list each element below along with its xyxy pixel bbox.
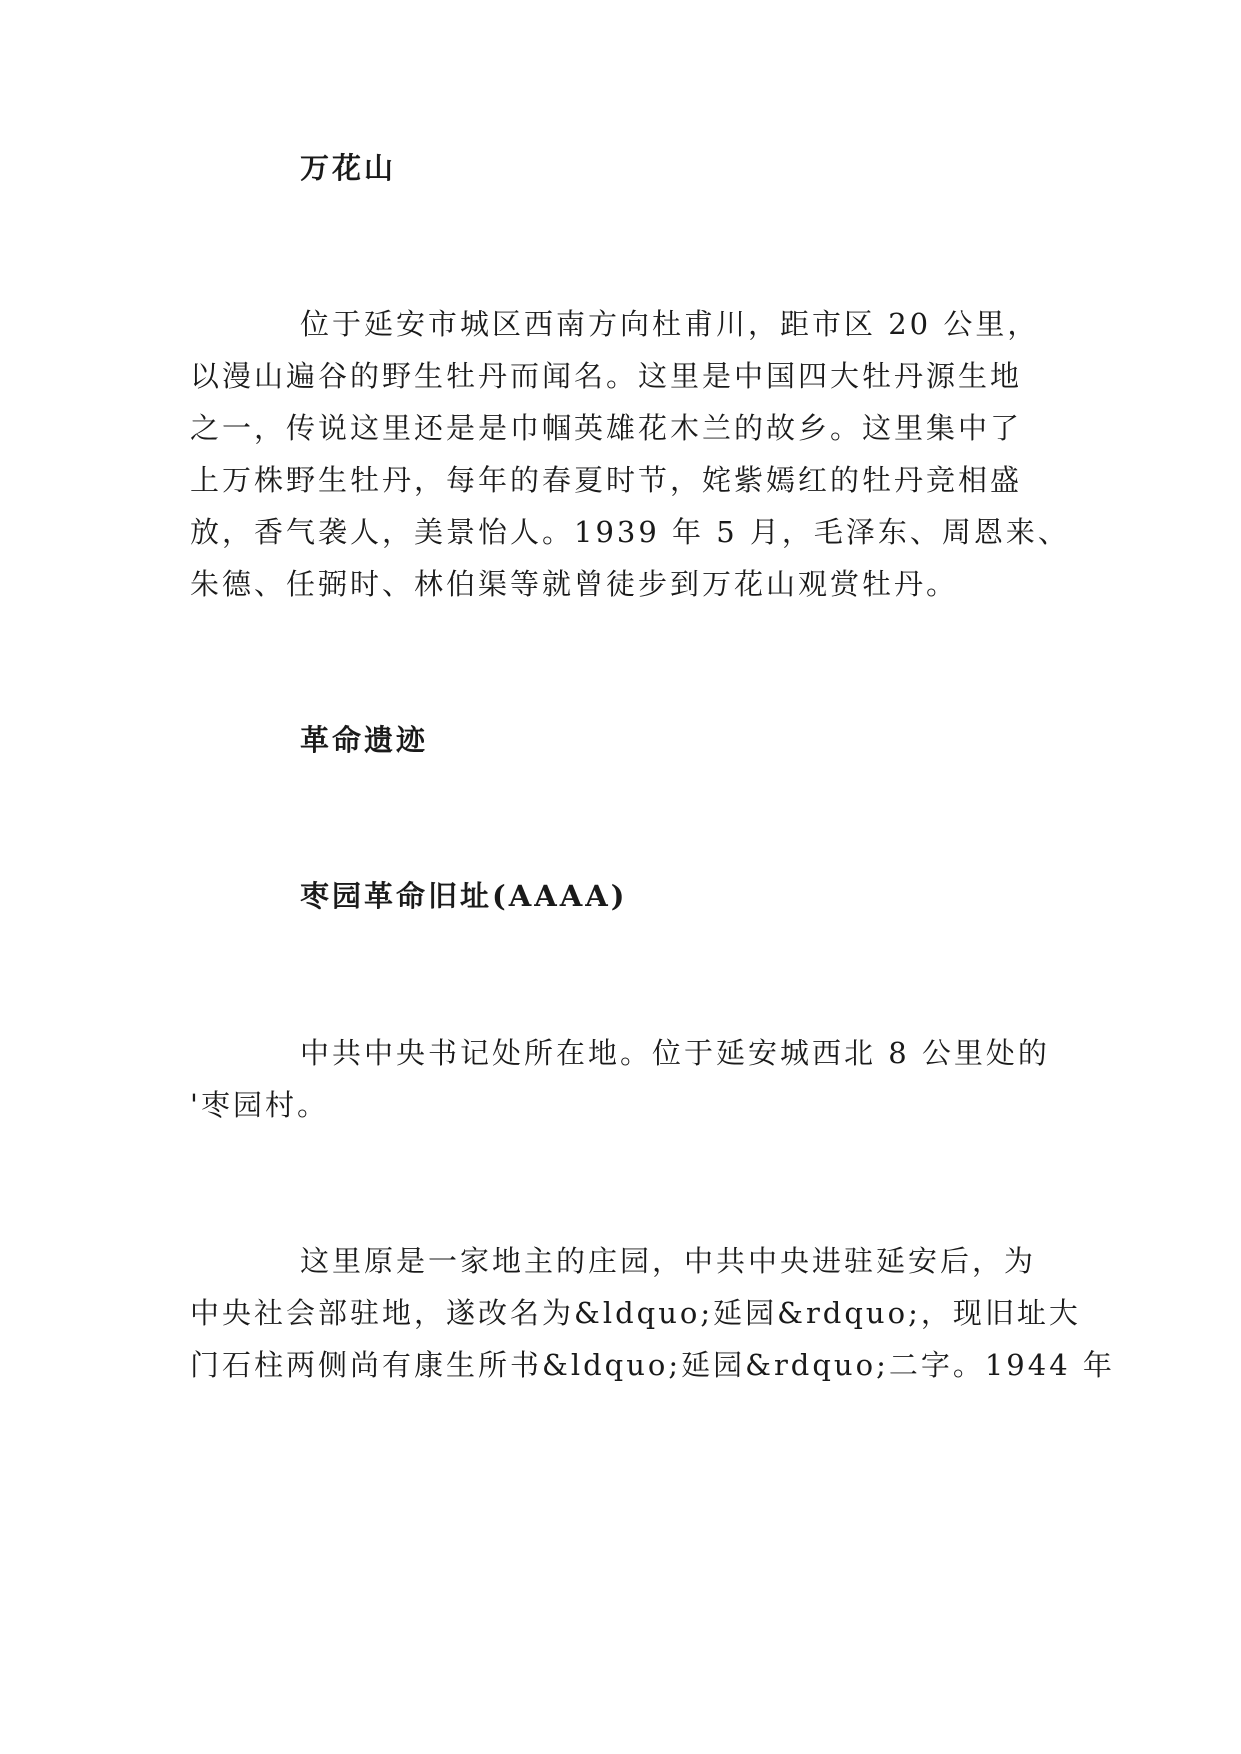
paragraph-line: 门石柱两侧尚有康生所书&ldquo;延园&rdquo;二字。1944 年 — [190, 1348, 1115, 1382]
heading-wanhuashan: 万花山 — [300, 151, 397, 185]
paragraph-line: 上万株野生牡丹，每年的春夏时节，姹紫嫣红的牡丹竞相盛 — [190, 463, 1023, 497]
paragraph-line: 中共中央书记处所在地。位于延安城西北 8 公里处的 — [300, 1036, 1050, 1070]
paragraph-line: 位于延安市城区西南方向杜甫川，距市区 20 公里， — [300, 307, 1040, 341]
paragraph-line: 放，香气袭人，美景怡人。1939 年 5 月，毛泽东、周恩来、 — [190, 515, 1070, 549]
paragraph-line: 中央社会部驻地，遂改名为&ldquo;延园&rdquo;，现旧址大 — [190, 1296, 1081, 1330]
paragraph-line: 这里原是一家地主的庄园，中共中央进驻延安后，为 — [300, 1244, 1037, 1278]
paragraph-line: 朱德、任弼时、林伯渠等就曾徒步到万花山观赏牡丹。 — [190, 567, 959, 601]
heading-zaoyuan: 枣园革命旧址(AAAA) — [300, 879, 628, 913]
paragraph-line: 以漫山遍谷的野生牡丹而闻名。这里是中国四大牡丹源生地 — [190, 359, 1023, 393]
paragraph-line: 之一，传说这里还是是巾帼英雄花木兰的故乡。这里集中了 — [190, 411, 1023, 445]
paragraph-line: '枣园村。 — [190, 1088, 329, 1122]
heading-revolutionary-sites: 革命遗迹 — [300, 723, 429, 757]
